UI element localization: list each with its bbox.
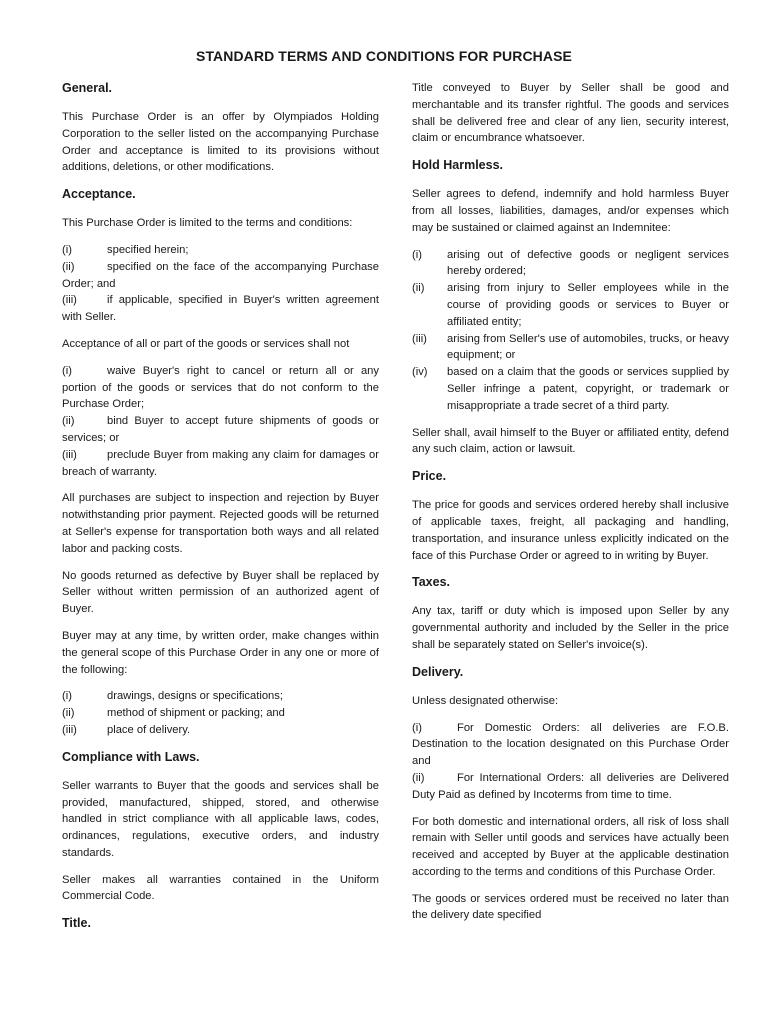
item-number: (ii) xyxy=(62,707,75,720)
acceptance-heading: Acceptance. xyxy=(62,187,136,202)
item-number: (iii) xyxy=(62,723,77,736)
item-text: if applicable, specified in Buyer's written agreement with Seller. xyxy=(62,294,379,324)
list-item xyxy=(62,413,379,447)
acceptance-intro: This Purchase Order is limited to the terms and conditions: xyxy=(62,217,353,230)
item-text: arising from Seller's use of automobiles, trucks, or heavy equipment; or xyxy=(447,332,729,362)
acceptance-list xyxy=(62,242,379,326)
inspection-text: All purchases are subject to inspection and rejection by Buyer notwithstanding prior payment. Rejected goods will be returned at Seller's expense for transportation both ways and all related labor and packing costs. xyxy=(62,492,379,555)
item-number: (iii) xyxy=(62,448,77,461)
item-text: method of shipment or packing; and xyxy=(107,707,285,720)
list-item xyxy=(62,688,379,705)
left-column xyxy=(62,80,379,944)
item-text: For Domestic Orders: all deliveries are F.O.B. Destination to the location designated on this Purchase Order and xyxy=(412,721,729,768)
compliance-heading: Compliance with Laws. xyxy=(62,749,200,764)
list-item xyxy=(62,363,379,413)
list-item xyxy=(412,247,729,281)
item-number: (i) xyxy=(412,248,422,261)
item-text: based on a claim that the goods or services supplied by Seller infringe a patent, copyright, or trademark or misappropriate a trade secret of a third party. xyxy=(447,366,729,412)
received-text: The goods or services ordered must be received no later than the delivery date specified xyxy=(412,892,729,922)
risk-text: For both domestic and international orders, all risk of loss shall remain with Seller until goods and services have actually been received and accepted by Buyer at the applicable destination according to the terms and conditions of this Purchase Order. xyxy=(412,815,729,878)
item-number: (iv) xyxy=(412,366,428,379)
list-item xyxy=(62,447,379,481)
item-text: specified herein; xyxy=(107,243,189,256)
list-item xyxy=(62,292,379,326)
item-text: drawings, designs or specifications; xyxy=(107,690,283,703)
list-item xyxy=(412,720,729,770)
price-text: The price for goods and services ordered hereby shall inclusive of applicable taxes, freight, all packaging and handling, transportation, and insurance unless explicitly indicated on the face of this Purchase Order or agreed to in writing by Buyer. xyxy=(412,499,729,562)
hold-harmless-text: Seller agrees to defend, indemnify and hold harmless Buyer from all losses, liabilities, damages, and/or expenses which may be sustained or claimed against an Indemnitee: xyxy=(412,188,729,234)
taxes-heading: Taxes. xyxy=(412,575,450,590)
list-item xyxy=(412,331,729,365)
item-text: waive Buyer's right to cancel or return all or any portion of the goods or services that do not conform to the Purchase Order; xyxy=(62,364,379,411)
item-number: (i) xyxy=(62,690,72,703)
changes-text: Buyer may at any time, by written order, make changes within the general scope of this Purchase Order in any one or more of the following: xyxy=(62,629,379,676)
item-text: bind Buyer to accept future shipments of goods or services; or xyxy=(62,415,379,444)
avail-text: Seller shall, avail himself to the Buyer or affiliated entity, defend any such claim, action or lawsuit. xyxy=(412,426,729,456)
item-text: arising from injury to Seller employees while in the course of providing goods or services to Buyer or affiliated entity; xyxy=(447,282,729,328)
list-item xyxy=(62,259,379,293)
item-text: For International Orders: all deliveries are Delivered Duty Paid as defined by Incoterms from time to time. xyxy=(412,771,729,801)
list-item xyxy=(62,705,379,722)
item-number: (iii) xyxy=(412,332,427,345)
warranties-text: Seller makes all warranties contained in the Uniform Commercial Code. xyxy=(62,873,379,903)
item-number: (ii) xyxy=(62,260,75,273)
item-number: (i) xyxy=(62,243,72,256)
hold-harmless-list xyxy=(412,247,729,415)
delivery-list xyxy=(412,720,729,804)
item-number: (i) xyxy=(62,364,72,377)
item-text: specified on the face of the accompanying Purchase Order; and xyxy=(62,260,379,290)
changes-list xyxy=(62,688,379,738)
not-list xyxy=(62,363,379,481)
acceptance-not-text: Acceptance of all or part of the goods or services shall not xyxy=(62,337,350,350)
item-number: (ii) xyxy=(412,282,425,295)
list-item xyxy=(412,770,729,804)
hold-harmless-heading: Hold Harmless. xyxy=(412,158,504,173)
right-column xyxy=(412,80,729,934)
taxes-text: Any tax, tariff or duty which is imposed upon Seller by any governmental authority and included by the Seller in the price shall be separately stated on Seller's invoice(s). xyxy=(412,605,729,651)
item-number: (ii) xyxy=(62,415,75,428)
list-item xyxy=(412,280,729,330)
title-text: Title conveyed to Buyer by Seller shall be good and merchantable and its transfer rightful. The goods and services shall be delivered free and clear of any lien, security interest, claim or encumbrance whatsoever. xyxy=(412,82,729,145)
list-item xyxy=(62,242,379,259)
item-text: place of delivery. xyxy=(107,723,191,736)
title-heading: Title. xyxy=(62,916,91,931)
general-text: This Purchase Order is an offer by Olympiados Holding Corporation to the seller listed on the accompanying Purchase Order and acceptance is limited to its provisions without additions, deletions, or other modifications. xyxy=(62,111,379,174)
returned-text: No goods returned as defective by Buyer shall be replaced by Seller without written permission of an authorized agent of Buyer. xyxy=(62,569,379,616)
list-item xyxy=(62,722,379,739)
item-number: (i) xyxy=(412,721,422,734)
item-number: (iii) xyxy=(62,294,77,307)
document-title: STANDARD TERMS AND CONDITIONS FOR PURCHASE xyxy=(196,48,572,64)
price-heading: Price. xyxy=(412,469,447,484)
item-number: (ii) xyxy=(412,771,425,784)
list-item xyxy=(412,364,729,414)
general-heading: General. xyxy=(62,81,113,95)
compliance-text: Seller warrants to Buyer that the goods and services shall be provided, manufactured, shipped, stored, and otherwise handled in strict compliance with all applicable laws, codes, ordinances, regulations, executive orders, and industry standards. xyxy=(62,779,379,859)
item-text: preclude Buyer from making any claim for damages or breach of warranty. xyxy=(62,448,379,478)
item-text: arising out of defective goods or negligent services hereby ordered; xyxy=(447,248,729,278)
delivery-intro: Unless designated otherwise: xyxy=(412,694,559,707)
delivery-heading: Delivery. xyxy=(412,664,464,679)
